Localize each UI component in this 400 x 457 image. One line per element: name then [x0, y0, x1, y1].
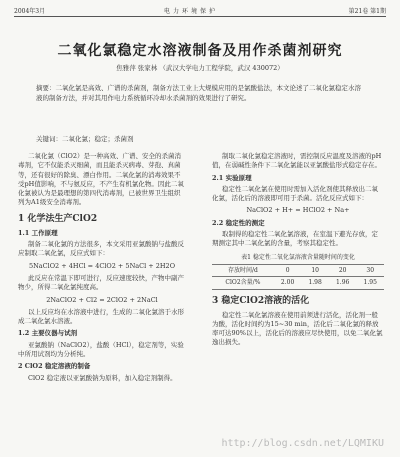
paragraph: 制备二氧化氯的方法很多，本文采用亚氯酸钠与盐酸反应制取二氧化氯，反应式如下： [18, 240, 184, 258]
table-cell: 2.00 [274, 277, 302, 289]
table-cell: 30 [356, 264, 384, 276]
table-cell: 1.96 [329, 277, 357, 289]
equation: NaClO2 + H+ = HClO2 + Na+ [246, 206, 350, 215]
stability-table [212, 264, 384, 290]
paragraph: 制取二氧化氯稳定溶液时，需控制反应温度及溶液的pH值，在弱碱性条件下二氧化氯能以亚氯酸盐形式稳定存在。 [212, 152, 382, 170]
section-heading-3: 3 稳定ClO2溶液的活化 [212, 295, 310, 306]
paragraph: 取制得的稳定性二氧化氯溶液，在室温下避光存放，定期测定其中二氧化氯的含量，考察其稳定性。 [212, 230, 378, 248]
paragraph: 稳定性二氧化氯在使用时需加入活化剂使其释放出二氧化氯，活化后的溶液即可用于杀菌。活化反应式如下： [212, 184, 378, 203]
equation: 5NaClO2 + 4HCl = 4ClO2 + 5NaCl + 2H2O [28, 261, 176, 270]
table-cell: 10 [301, 264, 329, 276]
left-column [18, 152, 186, 383]
right-column [212, 152, 384, 348]
header-rule [14, 16, 386, 17]
intro-paragraph: 二氧化氯（ClO2）是一种高效、广谱、安全的杀菌消毒剂，它不仅能杀灭细菌，而且能杀灭病毒、芽孢、真菌等，还有很好的除臭、漂白作用。二氧化氯的消毒效果不受pH值影响，不与氨反应，不产生有机氯化物。因此二氧化氯被认为是最理想的第四代消毒剂，已被世界卫生组织列为A1级安全消毒剂。 [18, 152, 184, 207]
paper-title: 二氧化氯稳定水溶液制备及用作杀菌剂研究 [57, 43, 343, 59]
table-cell: 20 [329, 264, 357, 276]
keywords: 关键词：二氧化氯；稳定；杀菌剂 [36, 135, 134, 143]
table-cell: 1.98 [301, 277, 329, 289]
table-cell: 0 [274, 264, 302, 276]
subsection-heading: 2 ClO2 稳定溶液的制备 [18, 362, 91, 371]
subsection-heading: 2.2 稳定性的测定 [212, 218, 265, 227]
paragraph: 稳定性二氧化氯溶液在使用前须进行活化，活化剂一般为酸，活化时间约为15~30 min，活化后二氧化氯的释放率可达90%以上，活化后的溶液应尽快使用，以免二氧化氯逸出损失。 [212, 310, 383, 347]
table-row [212, 264, 384, 276]
paragraph: 亚氯酸钠（NaClO2），盐酸（HCl），稳定剂等，实验中所用试剂均为分析纯。 [18, 340, 184, 359]
paragraph: ClO2 稳定液以亚氯酸钠为原料，加入稳定剂制得。 [28, 373, 177, 382]
header-date: 2004年3月 [14, 8, 46, 15]
table-cell: 1.95 [356, 277, 384, 289]
subsection-heading: 2.1 实验原理 [212, 173, 252, 182]
table-row [212, 277, 384, 289]
subsection-heading: 1.2 主要仪器与试剂 [18, 329, 78, 338]
table-cell: ClO2含量/% [212, 277, 274, 289]
paragraph: 以上反应均在水溶液中进行，生成的二氧化氯溶于水形成二氧化氯水溶液。 [18, 307, 184, 326]
subsection-heading: 1.1 工作原理 [18, 228, 58, 237]
abstract: 摘要：二氧化氯是高效、广谱的杀菌剂，制备方法工业上大规模应用的是氯酸盐法，本文论述了二氧化氯稳定水溶液的制备方法，并对其用作电力系统循环冷却水杀菌剂的效果进行了研究。 [36, 84, 361, 102]
header-volume: 第21卷 第1期 [348, 8, 386, 15]
paper-authors: 焦雅萍 张家林 （武汉大学电力工程学院，武汉 430072） [116, 64, 284, 72]
running-header [14, 6, 386, 16]
paragraph: 此反应在常温下即可进行，反应速度较快，产物中副产物少，所得二氧化氯纯度高。 [18, 273, 184, 292]
watermark-url: http://blog.csdn.net/LQMIKU [221, 438, 384, 449]
header-journal: 电力环境保护 [164, 8, 219, 15]
section-heading-1: 1 化学法生产ClO2 [18, 213, 98, 224]
table-caption: 表1 稳定性二氧化氯溶液含量随时间的变化 [241, 253, 355, 261]
equation: 2NaClO2 + Cl2 = 2ClO2 + 2NaCl [46, 295, 158, 304]
table-cell: 存放时间/d [212, 264, 274, 276]
